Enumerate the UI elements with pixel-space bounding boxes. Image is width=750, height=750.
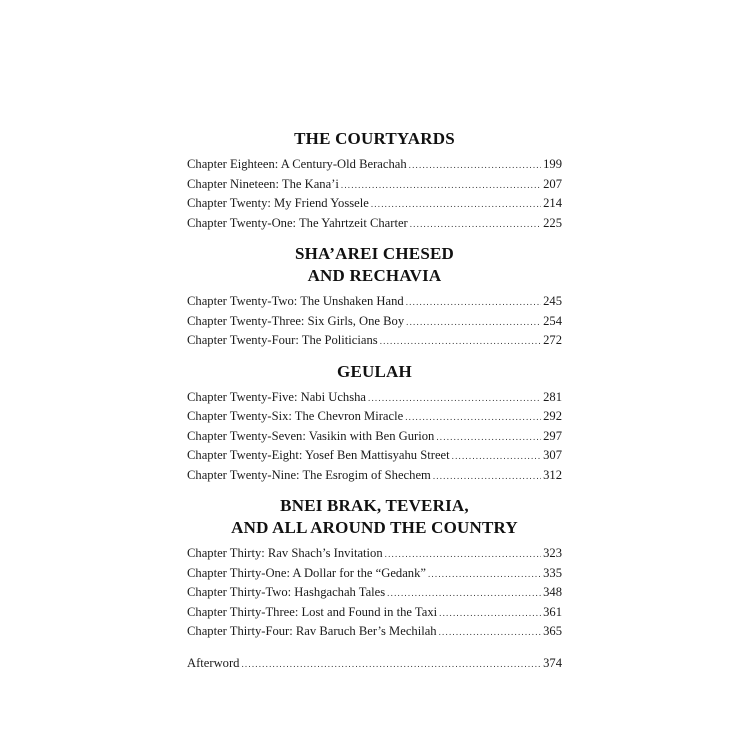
entry-label: Chapter Eighteen: A Century-Old Berachah [187, 157, 407, 171]
entry-label: Chapter Twenty-Three: Six Girls, One Boy [187, 313, 405, 328]
section-title-line: GEULAH [337, 361, 412, 381]
toc-entry [187, 603, 562, 623]
entry-label: Chapter Nineteen: The Kana’i [187, 176, 339, 191]
entry-page-number: 312 [543, 467, 562, 482]
toc-entry [187, 466, 562, 486]
entry-page-number: 225 [543, 215, 562, 230]
entry-page-number: 199 [543, 157, 562, 171]
toc-entry [187, 331, 562, 351]
entry-page-number: 297 [543, 428, 562, 443]
dot-leader [406, 293, 541, 312]
dot-leader [341, 176, 541, 195]
toc-entry [187, 175, 562, 195]
entry-label: Chapter Twenty-Seven: Vasikin with Ben Gurion [187, 428, 435, 443]
section-entries [187, 155, 562, 233]
section-title [187, 361, 562, 383]
entry-label: Chapter Twenty-Nine: The Esrogim of Shechem [187, 467, 431, 482]
dot-leader [371, 195, 541, 214]
entry-page-number: 281 [543, 389, 562, 404]
entry-label: Chapter Thirty-One: A Dollar for the “Gedank” [187, 565, 426, 580]
dot-leader [409, 156, 541, 175]
section-title-line: THE COURTYARDS [294, 129, 455, 148]
entry-label: Chapter Twenty-Four: The Politicians [187, 333, 378, 347]
dot-leader [410, 215, 541, 234]
entry-page-number: 272 [543, 333, 562, 347]
entry-page-number: 365 [543, 624, 562, 638]
section-title-line: AND ALL AROUND THE COUNTRY [231, 518, 518, 537]
entry-label: Chapter Twenty-Five: Nabi Uchsha [187, 389, 367, 404]
section-title-line: AND RECHAVIA [307, 266, 442, 285]
dot-leader [405, 408, 541, 427]
toc-section [187, 243, 562, 351]
entry-page-number: 214 [543, 196, 562, 210]
entry-page-number: 245 [543, 294, 562, 308]
toc-entry [187, 583, 562, 603]
dot-leader [436, 428, 541, 447]
dot-leader [452, 447, 541, 466]
dot-leader [428, 565, 541, 584]
section-entries [187, 544, 562, 642]
toc-section [187, 361, 562, 486]
entry-page-number: 292 [543, 409, 562, 423]
entry-page-number: 348 [543, 585, 562, 599]
toc-entry [187, 544, 562, 564]
entry-label: Chapter Thirty: Rav Shach’s Invitation [187, 546, 383, 560]
toc-section [187, 128, 562, 233]
entry-label: Chapter Twenty-Eight: Yosef Ben Mattisyahu Street [187, 448, 450, 462]
dot-leader [380, 332, 541, 351]
toc-entry [187, 214, 562, 234]
entry-page-number: 323 [543, 546, 562, 560]
entry-label: Chapter Thirty-Two: Hashgachah Tales [187, 585, 386, 599]
toc-entry [187, 388, 562, 408]
toc-entry [187, 446, 562, 466]
section-title-line: SHA’AREI CHESED [294, 244, 455, 263]
toc-entry [187, 312, 562, 332]
table-of-contents [187, 128, 562, 673]
toc-entry [187, 427, 562, 447]
dot-leader [439, 623, 542, 642]
entry-page-number: 307 [543, 448, 562, 462]
dot-leader [368, 389, 541, 408]
entry-page-number: 254 [543, 313, 562, 328]
entry-page-number: 361 [543, 604, 562, 619]
entry-label: Chapter Twenty: My Friend Yossele [187, 196, 369, 210]
entry-page-number: 335 [543, 565, 562, 580]
dot-leader [406, 313, 541, 332]
entry-label: Afterword [187, 655, 240, 670]
section-title [187, 243, 562, 287]
toc-entry [187, 622, 562, 642]
dot-leader [387, 584, 541, 603]
dot-leader [439, 604, 541, 623]
toc-section [187, 495, 562, 642]
toc-entry [187, 194, 562, 214]
entry-page-number: 207 [543, 176, 562, 191]
dot-leader [385, 545, 541, 564]
section-title [187, 495, 562, 539]
dot-leader [241, 655, 541, 674]
dot-leader [433, 467, 541, 486]
toc-entry [187, 155, 562, 175]
toc-entry [187, 564, 562, 584]
section-title-line: BNEI BRAK, TEVERIA, [280, 496, 469, 515]
section-entries [187, 388, 562, 486]
toc-entry-afterword [187, 654, 562, 674]
entry-page-number: 374 [543, 655, 562, 670]
entry-label: Chapter Twenty-One: The Yahrtzeit Charter [187, 215, 408, 230]
toc-entry [187, 407, 562, 427]
toc-entry [187, 292, 562, 312]
entry-label: Chapter Twenty-Two: The Unshaken Hand [187, 294, 404, 308]
entry-label: Chapter Thirty-Three: Lost and Found in the Taxi [187, 604, 438, 619]
entry-label: Chapter Twenty-Six: The Chevron Miracle [187, 409, 404, 423]
entry-label: Chapter Thirty-Four: Rav Baruch Ber’s Mechilah [187, 624, 437, 638]
section-title [187, 128, 562, 150]
section-entries [187, 292, 562, 351]
